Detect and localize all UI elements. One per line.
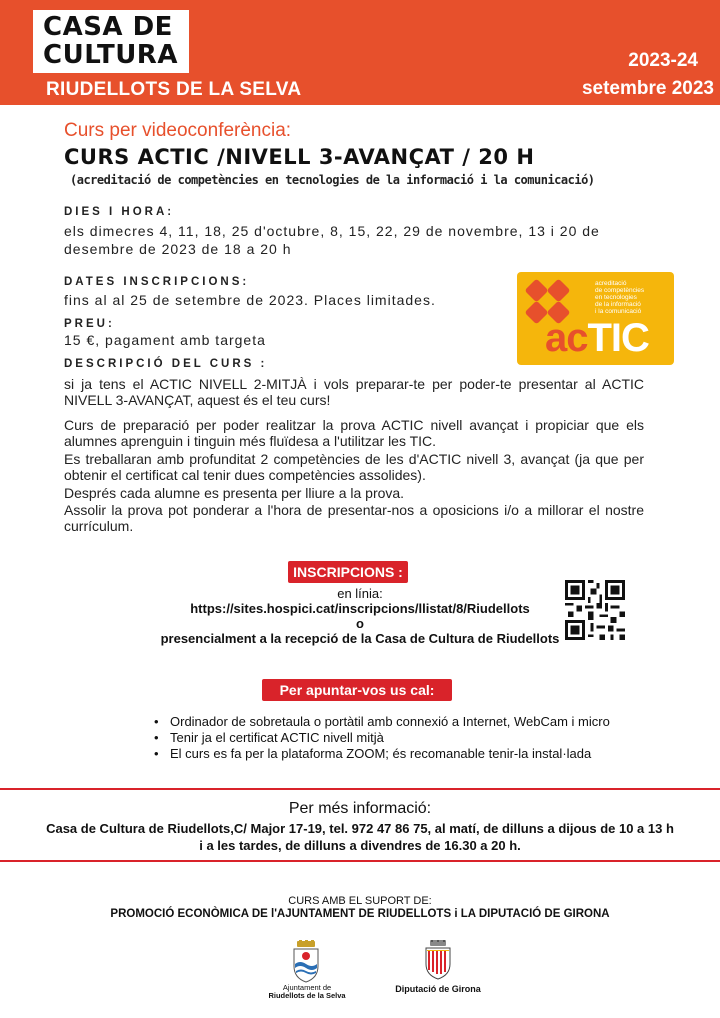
requirements-banner: Per apuntar-vos us cal:	[262, 679, 452, 701]
divider-bottom	[0, 860, 720, 862]
actic-tagline-4: de la informació	[595, 301, 641, 308]
list-item: • Tenir ja el certificat ACTIC nivell mitjà	[154, 730, 610, 746]
support-label: CURS AMB EL SUPORT DE:	[288, 895, 432, 907]
schedule-line-2: desembre de 2023 de 18 a 20 h	[64, 241, 292, 257]
description-p3: Després cada alumne es presenta per lliure a la prova.	[64, 485, 405, 501]
inscriptions-url-link[interactable]: https://sites.hospici.cat/inscripcions/llistat/8/Riudellots	[190, 601, 530, 616]
schedule-line-1: els dimecres 4, 11, 18, 25 d'octubre, 8, 15, 22, 29 de novembre, 13 i 20 de	[64, 223, 600, 239]
inscriptions-online-label: en línia:	[337, 586, 383, 601]
description-p4: Assolir la prova pot ponderar a l'hora de presentar-nos a oposicions i/o a millorar el nostre currículum.	[64, 502, 644, 534]
support-text: PROMOCIÓ ECONÒMICA DE l'AJUNTAMENT DE RIUDELLOTS i LA DIPUTACIÓ DE GIRONA	[110, 908, 610, 920]
actic-tagline	[595, 280, 644, 315]
description-p1: Curs de preparació per poder realitzar la prova ACTIC nivell avançat i propiciar que els alumnes aprenguin i tinguin més fluïdesa a l'utilitzar les TIC.	[64, 417, 644, 449]
casa-de-cultura-logo	[33, 10, 189, 73]
description-p2: Es treballaran amb profunditat 2 competències de les d'ACTIC nivell 3, avançat (ja que per obtenir el certificat cal tenir dues competències assolides).	[64, 451, 644, 483]
ajuntament-caption-line-2: Riudellots de la Selva	[268, 991, 346, 1000]
registration-dates-value: fins al al 25 de setembre de 2023. Places limitades.	[64, 292, 436, 308]
inscriptions-banner: INSCRIPCIONS :	[288, 561, 408, 583]
requirements-list	[154, 714, 610, 762]
list-item: • El curs es fa per la plataforma ZOOM; és recomanable tenir-la instal·lada	[154, 746, 610, 762]
course-subtitle: Curs per videoconferència:	[64, 120, 292, 141]
info-title: Per més informació:	[288, 800, 432, 817]
registration-dates-label: DATES INSCRIPCIONS:	[64, 276, 250, 288]
actic-logo	[517, 272, 674, 365]
logo-line-1: CASA DE	[43, 12, 173, 42]
town-name: RIUDELLOTS DE LA SELVA	[46, 79, 302, 100]
course-title: CURS ACTIC /NIVELL 3-AVANÇAT / 20 H	[64, 145, 535, 169]
actic-tic: TIC	[587, 316, 649, 360]
qr-code-icon[interactable]	[565, 580, 625, 640]
divider-top	[0, 788, 720, 790]
diputacio-crest-icon	[423, 940, 453, 980]
description-label: DESCRIPCIÓ DEL CURS :	[64, 358, 268, 370]
logo-line-2: CULTURA	[43, 40, 178, 70]
ajuntament-crest-icon	[288, 940, 324, 984]
actic-tagline-2: de competències	[595, 287, 645, 294]
ajuntament-caption-line-1: Ajuntament de	[282, 983, 332, 992]
header-bar	[0, 0, 720, 105]
description-intro: si ja tens el ACTIC NIVELL 2-MITJÀ i vols preparar-te per poder-te presentar al ACTIC NIVELL 3-AVANÇAT, aquest és el teu curs!	[64, 376, 644, 408]
actic-ac: ac	[545, 316, 588, 360]
price-value: 15 €, pagament amb targeta	[64, 332, 266, 348]
inscriptions-or: o	[356, 616, 364, 631]
publication-month: setembre 2023	[581, 78, 714, 99]
schedule-label: DIES I HORA:	[64, 206, 175, 218]
course-title-note: (acreditació de competències en tecnologies de la informació i la comunicació)	[70, 173, 595, 187]
inscriptions-in-person: presencialment a la recepció de la Casa de Cultura de Riudellots	[160, 631, 560, 646]
actic-tagline-3: en tecnologies	[595, 294, 637, 301]
actic-wordmark	[545, 316, 649, 361]
info-line-1: Casa de Cultura de Riudellots,C/ Major 17-19, tel. 972 47 86 75, al matí, de dilluns a dijous de 10 a 13 h	[46, 821, 674, 836]
price-label: PREU:	[64, 318, 115, 330]
diputacio-caption: Diputació de Girona	[395, 984, 481, 994]
season-year: 2023-24	[628, 50, 698, 71]
info-line-2: i a les tardes, de dilluns a divendres de 16.30 a 20 h.	[199, 838, 521, 853]
list-item: • Ordinador de sobretaula o portàtil amb connexió a Internet, WebCam i micro	[154, 714, 610, 730]
actic-tagline-1: acreditació	[595, 280, 627, 287]
ajuntament-caption	[262, 984, 352, 1000]
actic-tagline-5: i la comunicació	[595, 308, 642, 315]
